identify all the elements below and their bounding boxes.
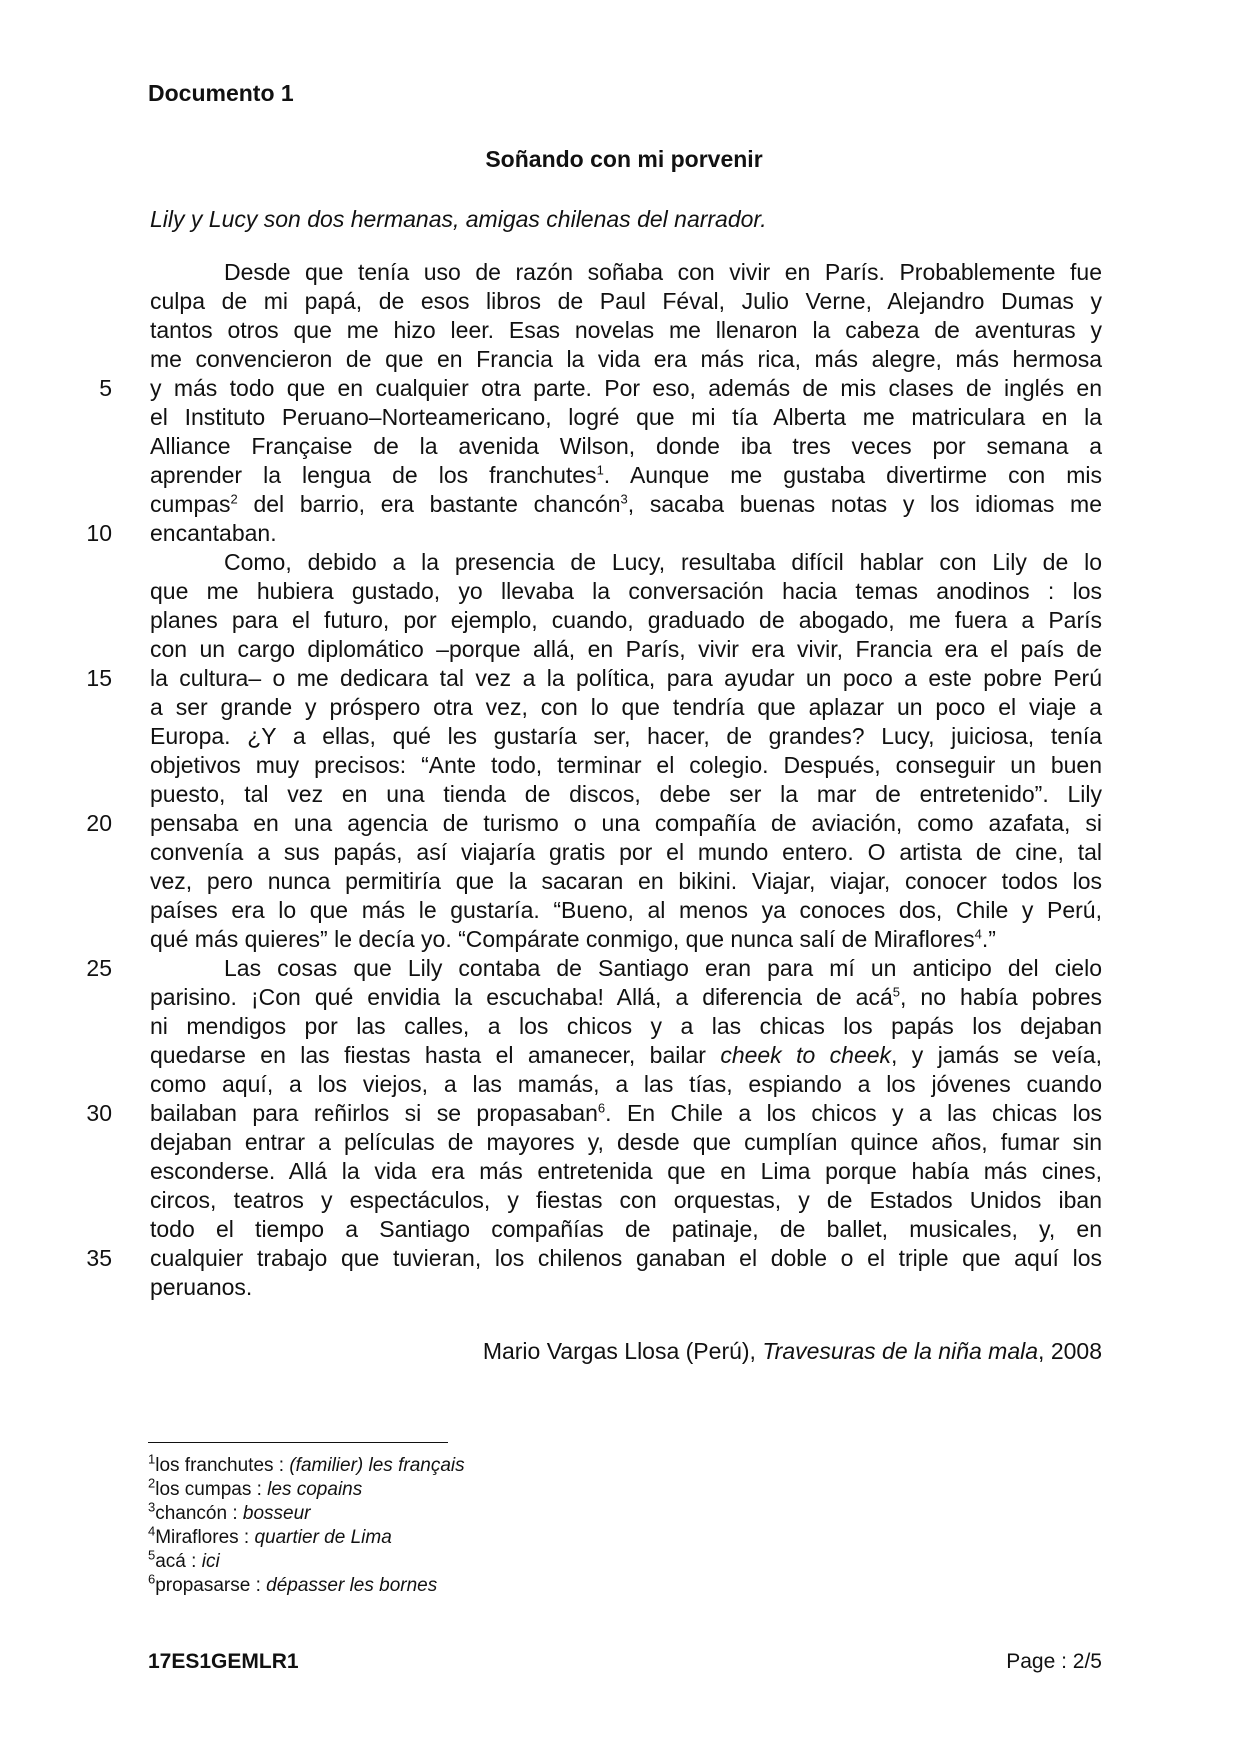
line-number: 35 <box>86 1245 112 1271</box>
text-line: con un cargo diplomático ‒porque allá, en París, vivir era vivir, Francia era el país de <box>150 636 1102 662</box>
line-number: 15 <box>86 665 112 691</box>
text-line: Las cosas que Lily contaba de Santiago eran para mí un anticipo del cielo <box>224 955 1102 981</box>
line-number: 5 <box>99 375 112 401</box>
text-line: Desde que tenía uso de razón soñaba con vivir en París. Probablemente fue <box>224 259 1102 285</box>
text-line: el Instituto Peruano‒Norteamericano, logré que mi tía Alberta me matriculara en la <box>150 404 1102 430</box>
text-line: cumpas$^2$ del barrio, era bastante chancón$^3$, sacaba buenas notas y los idiomas me <box>150 491 1102 517</box>
footnote: $^3$chancón : bosseur <box>148 1499 311 1524</box>
footnote-ref: 4 <box>974 926 982 942</box>
text-line: que me hubiera gustado, yo llevaba la conversación hacia temas anodinos : los <box>150 578 1102 604</box>
footnote: $^1$los franchutes : (familier) les français <box>148 1451 465 1476</box>
text-line: puesto, tal vez en una tienda de discos, debe ser la mar de entretenido”. Lily <box>150 781 1102 807</box>
intro-text: Lily y Lucy son dos hermanas, amigas chilenas del narrador. <box>150 206 767 232</box>
page-title: Soñando con mi porvenir <box>485 146 763 172</box>
text-line: bailaban para reñirlos si se propasaban$^6$. En Chile a los chicos y a las chicas los <box>150 1100 1102 1126</box>
text-line: cualquier trabajo que tuvieran, los chilenos ganaban el doble o el triple que aquí los <box>150 1245 1102 1271</box>
text-line: culpa de mi papá, de esos libros de Paul Féval, Julio Verne, Alejandro Dumas y <box>150 288 1102 314</box>
text-line: encantaban. <box>150 520 277 546</box>
document-label: Documento 1 <box>148 80 294 106</box>
text-line: objetivos muy precisos: “Ante todo, terminar el colegio. Después, conseguir un buen <box>150 752 1102 778</box>
text-line: ni mendigos por las calles, a los chicos y a las chicas los papás los dejaban <box>150 1013 1102 1039</box>
footnote-ref: 3 <box>620 491 628 507</box>
text-line: aprender la lengua de los franchutes$^1$. Aunque me gustaba divertirme con mis <box>150 462 1102 488</box>
footnote: $^4$Miraflores : quartier de Lima <box>148 1523 392 1548</box>
footnote-ref: 2 <box>230 491 238 507</box>
line-number: 30 <box>86 1100 112 1126</box>
text-line: peruanos. <box>150 1274 253 1300</box>
text-line: dejaban entrar a películas de mayores y, desde que cumplían quince años, fumar sin <box>150 1129 1102 1155</box>
text-line: planes para el futuro, por ejemplo, cuando, graduado de abogado, me fuera a París <box>150 607 1102 633</box>
footnote-ref: 6 <box>597 1100 606 1116</box>
attribution: Mario Vargas Llosa (Perú), Travesuras de la niña mala, 2008 <box>482 1338 1102 1364</box>
text-line: como aquí, a los viejos, a las mamás, a las tías, espiando a los jóvenes cuando <box>150 1071 1102 1097</box>
text-line: Alliance Française de la avenida Wilson, donde iba tres veces por semana a <box>150 433 1102 459</box>
footnote: $^6$propasarse : dépasser les bornes <box>148 1571 438 1596</box>
text-line: convenía a sus papás, así viajaría gratis por el mundo entero. O artista de cine, tal <box>150 839 1102 865</box>
text-line: me convencieron de que en Francia la vida era más rica, más alegre, más hermosa <box>150 346 1102 372</box>
text-line: Como, debido a la presencia de Lucy, resultaba difícil hablar con Lily de lo <box>224 549 1102 575</box>
text-line: y más todo que en cualquier otra parte. Por eso, además de mis clases de inglés en <box>150 375 1102 401</box>
text-line: todo el tiempo a Santiago compañías de patinaje, de ballet, musicales, y, en <box>150 1216 1102 1242</box>
text-line: pensaba en una agencia de turismo o una compañía de aviación, como azafata, si <box>150 810 1102 836</box>
text-line: países era lo que más le gustaría. “Bueno, al menos ya conoces dos, Chile y Perú, <box>150 897 1102 923</box>
text-line: la cultura‒ o me dedicara tal vez a la política, para ayudar un poco a este pobre Perú <box>150 665 1102 691</box>
text-line: parisino. ¡Con qué envidia la escuchaba! Allá, a diferencia de acá$^5$, no había pobres <box>150 984 1102 1010</box>
text-line: tantos otros que me hizo leer. Esas novelas me llenaron la cabeza de aventuras y <box>150 317 1102 343</box>
text-line: a ser grande y próspero otra vez, con lo que tendría que aplazar un poco el viaje a <box>150 694 1102 720</box>
text-line: quedarse en las fiestas hasta el amanecer, bailar cheek to cheek, y jamás se veía, <box>150 1042 1102 1068</box>
text-line: qué más quieres” le decía yo. “Compárate conmigo, que nunca salí de Miraflores$^4$.” <box>150 926 996 952</box>
text-line: vez, pero nunca permitiría que la sacaran en bikini. Viajar, viajar, conocer todos los <box>150 868 1102 894</box>
footnote-ref: 5 <box>892 984 900 1000</box>
footnote: $^2$los cumpas : les copains <box>148 1475 363 1500</box>
text-line: circos, teatros y espectáculos, y fiestas con orquestas, y de Estados Unidos iban <box>150 1187 1102 1213</box>
line-number: 20 <box>86 810 112 836</box>
footnote-ref: 1 <box>596 462 604 478</box>
line-number: 25 <box>86 955 112 981</box>
footnote-divider <box>148 1442 448 1443</box>
exam-code: 17ES1GEMLR1 <box>148 1650 299 1673</box>
text-line: esconderse. Allá la vida era más entretenida que en Lima porque había más cines, <box>150 1158 1102 1184</box>
text-line: Europa. ¿Y a ellas, qué les gustaría ser, hacer, de grandes? Lucy, juiciosa, tenía <box>150 723 1102 749</box>
line-number: 10 <box>86 520 112 546</box>
footnote: $^5$acá : ici <box>148 1547 220 1572</box>
page-number: Page : 2/5 <box>1006 1650 1102 1673</box>
